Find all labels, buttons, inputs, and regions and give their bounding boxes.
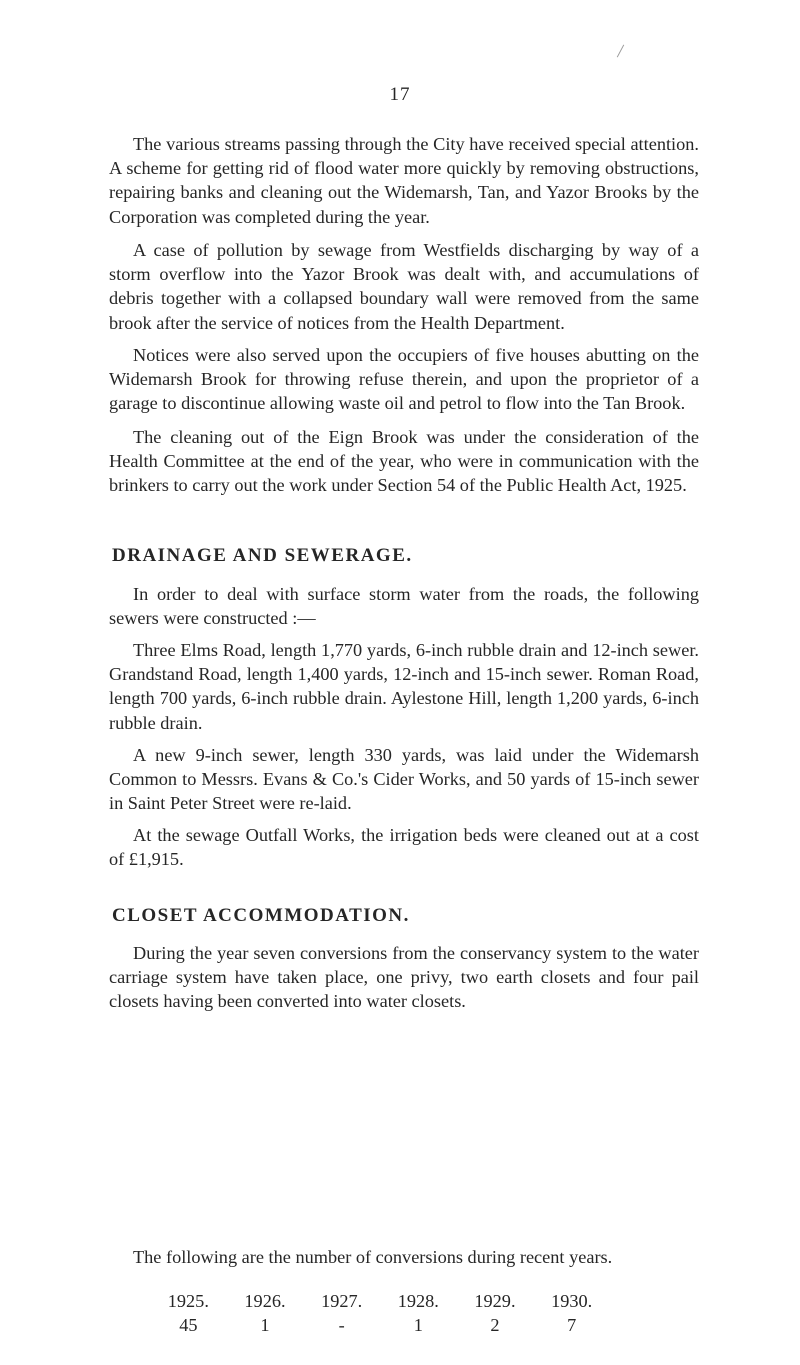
notices-paragraph [109, 343, 699, 416]
sewers-list-paragraph [109, 638, 699, 735]
year-cell: 1928. [397, 1291, 439, 1311]
count-cell: 7 [567, 1315, 577, 1335]
pencil-mark [617, 45, 624, 58]
conversions-table [150, 1289, 610, 1337]
count-cell: 1 [413, 1315, 423, 1335]
year-cell: 1929. [474, 1291, 516, 1311]
page-number: 17 [389, 84, 411, 105]
year-cell: 1926. [244, 1291, 286, 1311]
paragraph-text: A new 9-inch sewer, length 330 yards, was laid under the Widemarsh Common to Messrs. Evans & Co.'s Cider Works, and 50 yards of 15-inch sewer in Saint Peter Street were re-laid. [109, 745, 699, 814]
paragraph-text: The following are the number of conversions during recent years. [133, 1247, 613, 1267]
recent-years-paragraph [109, 1245, 699, 1269]
conversions-paragraph [109, 941, 699, 1014]
year-cell: 1930. [551, 1291, 593, 1311]
years-row [150, 1289, 610, 1313]
paragraph-text: The various streams passing through the City have received special attention. A scheme for getting rid of flood water more quickly by removing obstructions, repairing banks and cleaning out the Widemarsh, Tan, and Yazor Brooks by the Corporation was completed during the year. [109, 134, 699, 227]
year-cell: 1925. [167, 1291, 209, 1311]
paragraph-text: A case of pollution by sewage from Westfields discharging by way of a storm overflow into the Yazor Brook was dealt with, and accumulations of debris together with a collapsed boundary wall were removed from the same brook after the service of notices from the Health Department. [109, 240, 699, 333]
eign-brook-paragraph [109, 425, 699, 498]
pollution-paragraph [109, 238, 699, 335]
paragraph-text: At the sewage Outfall Works, the irrigation beds were cleaned out at a cost of £1,915. [109, 825, 699, 870]
streams-paragraph [109, 132, 699, 229]
paragraph-text: The cleaning out of the Eign Brook was under the consideration of the Health Committee at the end of the year, who were in communication with the brinkers to carry out the work under Section 54 of the Public Health Act, 1925. [109, 427, 699, 496]
drainage-heading-block [112, 545, 702, 567]
count-cell: 1 [260, 1315, 270, 1335]
drainage-intro-paragraph [109, 582, 699, 630]
paragraph-text: Notices were also served upon the occupiers of five houses abutting on the Widemarsh Brook for throwing refuse therein, and upon the proprietor of a garage to discontinue allowing waste oil and petrol to flow into the Tan Brook. [109, 345, 699, 414]
section-heading: DRAINAGE AND SEWERAGE. [112, 545, 413, 566]
count-cell: 45 [179, 1315, 198, 1335]
paragraph-text: Three Elms Road, length 1,770 yards, 6-inch rubble drain and 12-inch sewer. Grandstand Road, length 1,400 yards, 12-inch and 15-inch sewer. Roman Road, length 700 yards, 6-inch rubble drain. Aylestone Hill, length 1,200 yards, 6-inch rubble drain. [109, 640, 699, 733]
year-cell: 1927. [321, 1291, 363, 1311]
section-heading: CLOSET ACCOMMODATION. [112, 905, 410, 926]
count-cell: 2 [490, 1315, 500, 1335]
outfall-paragraph [109, 823, 699, 871]
paragraph-text: During the year seven conversions from the conservancy system to the water carriage system have taken place, one privy, two earth closets and four pail closets having been converted into water closets. [109, 943, 699, 1012]
counts-row [150, 1313, 610, 1337]
count-cell: - [338, 1315, 345, 1335]
closet-heading-block [112, 905, 702, 927]
paragraph-text: In order to deal with surface storm water from the roads, the following sewers were constructed :— [109, 584, 699, 629]
new-sewer-paragraph [109, 743, 699, 816]
